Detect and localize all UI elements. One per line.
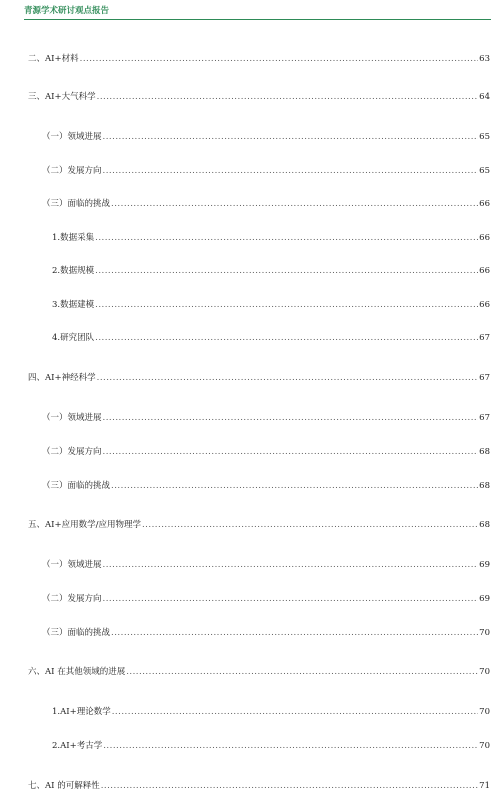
toc-dot-leader	[103, 741, 478, 751]
toc-dot-leader	[103, 594, 479, 604]
toc-entry-label: （三）面临的挑战	[42, 628, 111, 638]
toc-page-number: 65	[479, 132, 490, 142]
toc-entry[interactable]	[28, 90, 490, 102]
toc-entry[interactable]	[52, 705, 490, 717]
toc-entry[interactable]	[42, 130, 490, 142]
toc-dot-leader	[97, 92, 479, 102]
toc-dot-leader	[142, 520, 478, 530]
toc-dot-leader	[111, 628, 478, 638]
toc-entry-label: （二）发展方向	[42, 166, 102, 176]
toc-page-number: 66	[479, 266, 490, 276]
toc-entry[interactable]	[42, 626, 490, 638]
toc-page-number: 67	[479, 333, 490, 343]
toc-entry-label: 六、AI 在其他领域的进展	[28, 667, 126, 677]
toc-dot-leader	[95, 300, 478, 310]
toc-dot-leader	[97, 373, 479, 383]
toc-entry[interactable]	[52, 298, 490, 310]
toc-entry-label: 4.研究团队	[52, 333, 95, 343]
toc-entry-label: 二、AI+材料	[28, 54, 79, 64]
toc-entry[interactable]	[42, 197, 490, 209]
toc-dot-leader	[103, 166, 479, 176]
toc-entry-label: 四、AI+神经科学	[28, 373, 96, 383]
toc-page-number: 68	[479, 520, 490, 530]
toc-entry-label: 五、AI+应用数学/应用物理学	[28, 520, 141, 530]
toc-entry[interactable]	[28, 371, 490, 383]
toc-dot-leader	[80, 54, 479, 64]
toc-dot-leader	[111, 481, 478, 491]
toc-page-number: 65	[479, 166, 490, 176]
toc-page-number: 66	[479, 199, 490, 209]
toc-entry[interactable]	[28, 518, 490, 530]
toc-page-number: 64	[479, 92, 490, 102]
toc-entry-label: （一）领域进展	[42, 413, 102, 423]
toc-entry[interactable]	[42, 592, 490, 604]
toc-dot-leader	[103, 447, 479, 457]
toc-entry-label: （三）面临的挑战	[42, 481, 111, 491]
toc-page-number: 70	[479, 628, 490, 638]
toc-dot-leader	[95, 333, 478, 343]
toc-entry-label: （一）领域进展	[42, 560, 102, 570]
toc-dot-leader	[103, 560, 479, 570]
toc-entry-label: 三、AI+大气科学	[28, 92, 96, 102]
toc-entry-label: 1.AI+理论数学	[52, 707, 111, 717]
toc-entry[interactable]	[52, 739, 490, 751]
toc-page-number: 70	[479, 707, 490, 717]
toc-entry-label: 2.AI+考古学	[52, 741, 103, 751]
toc-dot-leader	[95, 233, 478, 243]
toc-page-number: 68	[479, 481, 490, 491]
toc-page-number: 67	[479, 373, 490, 383]
toc-entry[interactable]	[42, 558, 490, 570]
toc-page-number: 66	[479, 300, 490, 310]
toc-entry[interactable]	[52, 331, 490, 343]
toc-entry[interactable]	[52, 264, 490, 276]
toc-entry-label: 3.数据建模	[52, 300, 95, 310]
toc-entry[interactable]	[28, 52, 490, 64]
toc-dot-leader	[112, 707, 478, 717]
toc-entry[interactable]	[28, 665, 490, 677]
toc-page-number: 69	[479, 594, 490, 604]
toc-dot-leader	[103, 132, 479, 142]
toc-dot-leader	[111, 199, 478, 209]
toc-entry[interactable]	[42, 164, 490, 176]
toc-page-number: 67	[479, 413, 490, 423]
toc-page-number: 66	[479, 233, 490, 243]
toc-entry[interactable]	[52, 231, 490, 243]
toc-dot-leader	[126, 667, 478, 677]
toc-entry[interactable]	[42, 445, 490, 457]
toc-entry-label: 七、AI 的可解释性	[28, 781, 100, 791]
toc-page-number: 69	[479, 560, 490, 570]
toc-dot-leader	[95, 266, 478, 276]
toc-entry-label: （一）领域进展	[42, 132, 102, 142]
toc-page-number: 63	[479, 54, 490, 64]
toc-dot-leader	[101, 781, 478, 791]
toc-entry-label: （二）发展方向	[42, 594, 102, 604]
toc-entry[interactable]	[28, 779, 490, 791]
toc-entry[interactable]	[42, 479, 490, 491]
toc-entry-label: （三）面临的挑战	[42, 199, 111, 209]
toc-page-number: 70	[479, 741, 490, 751]
header-title: 青源学术研讨观点报告	[24, 6, 110, 16]
toc-entry-label: （二）发展方向	[42, 447, 102, 457]
toc-page-number: 71	[479, 781, 490, 791]
toc-entry-label: 1.数据采集	[52, 233, 95, 243]
toc-dot-leader	[103, 413, 479, 423]
toc-entry[interactable]	[42, 411, 490, 423]
toc-entry-label: 2.数据规模	[52, 266, 95, 276]
toc-page-number: 68	[479, 447, 490, 457]
toc-page-number: 70	[479, 667, 490, 677]
